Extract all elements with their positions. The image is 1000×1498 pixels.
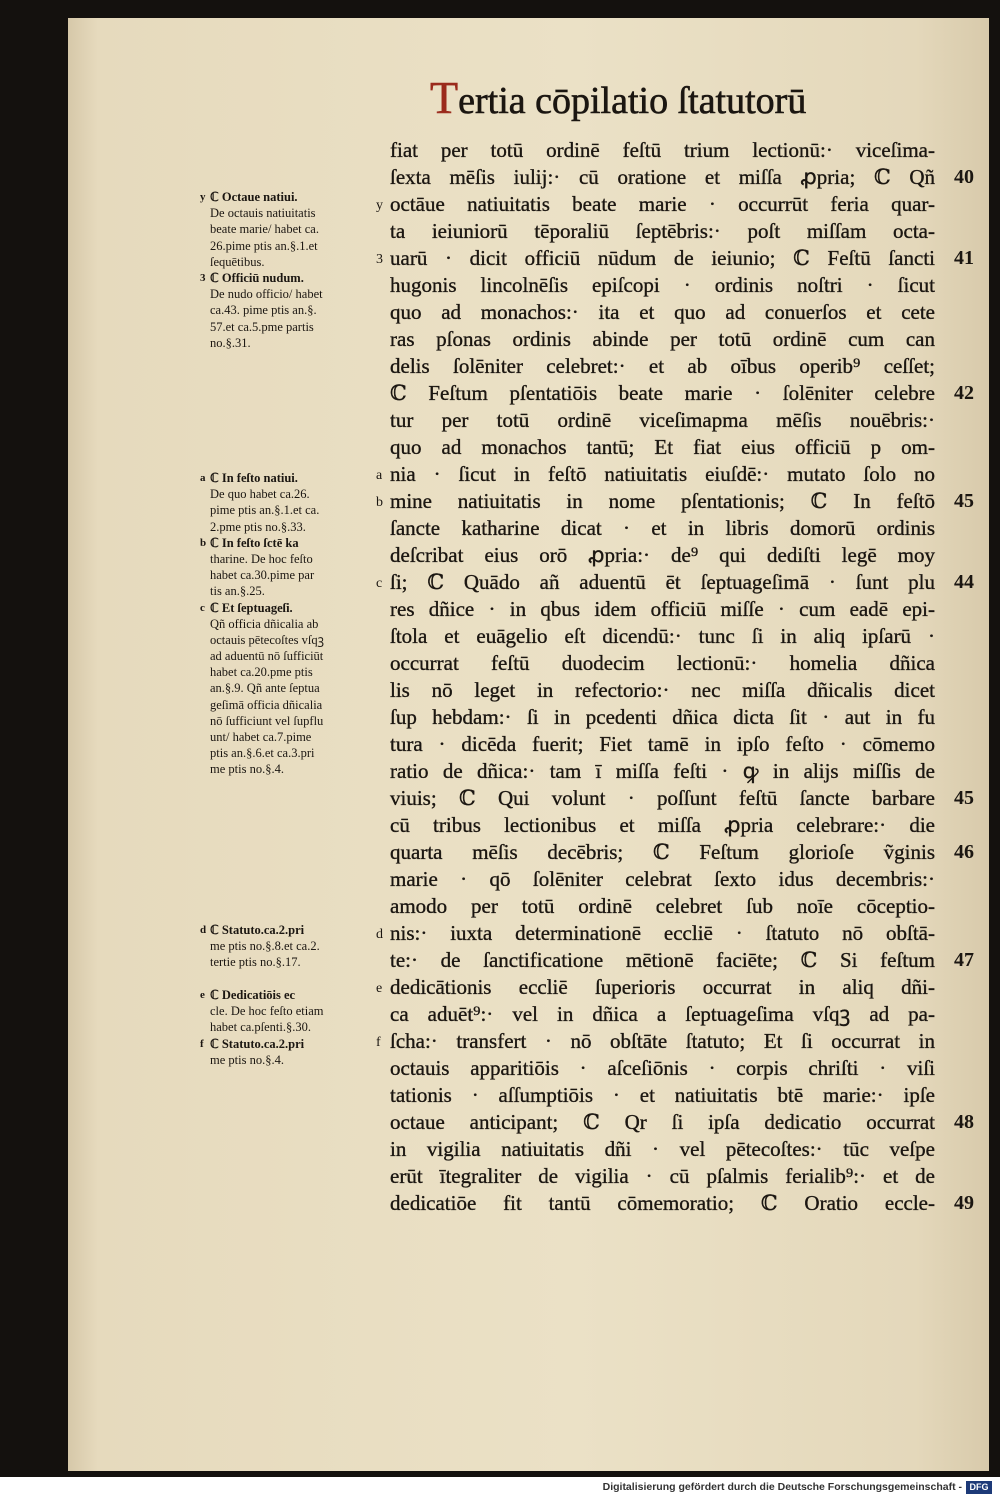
- text-line: [376, 191, 935, 218]
- margin-note-letter: f: [200, 1037, 204, 1050]
- margin-note-line: ptis an.§.6.et ca.3.pri: [210, 746, 315, 761]
- margin-note-line: ſequētibus.: [210, 254, 265, 269]
- margin-note-line: habet ca.pſenti.§.30.: [210, 1020, 312, 1035]
- text-line: [390, 380, 974, 407]
- margin-note: [200, 922, 372, 971]
- text-line: [390, 596, 935, 623]
- statute-number: 45: [954, 490, 974, 512]
- text-line-content: tationis · aſſumptiōis · et natiuitatis btē marie:· ipſe: [390, 1083, 935, 1107]
- text-line: [390, 1190, 974, 1217]
- text-line-content: ta ieiuniorū tēporaliū ſeptēbris:· poſt miſſam octa-: [390, 219, 935, 243]
- text-line: [390, 1136, 935, 1163]
- margin-note-line: a ℂ In feſto natiui.: [200, 471, 298, 485]
- text-line-content: ca aduēt⁹:· vel in dñica a ſeptuageſima vſqꝫ ad pa-: [390, 1002, 935, 1026]
- text-line: [390, 407, 935, 434]
- margin-note-line: De quo habet ca.26.: [210, 487, 310, 502]
- margin-note-line: octauis pētecoſtes vſqꝫ: [210, 632, 324, 647]
- text-line: [390, 434, 935, 461]
- text-line: [390, 326, 935, 353]
- text-line-content: ſcha:· transfert · nō obſtāte ſtatuto; Et ſi occurrat in: [390, 1029, 935, 1053]
- statute-number: 49: [954, 1192, 974, 1214]
- text-line-content: ſi; ℂ Quādo añ aduentū ēt ſeptuageſimā · ſunt plu: [390, 570, 935, 594]
- text-line-content: tura · dicēda fuerit; Fiet tamē in ipſo feſto · cōmemo: [390, 732, 935, 756]
- text-line-content: ſancte katharine dicat · et in libris domorū ordinis: [390, 516, 935, 540]
- margin-note-line: Qñ officia dñicalia ab: [210, 616, 319, 631]
- margin-note-line: ad aduentū nō ſufficiūt: [210, 649, 324, 664]
- margin-note-letter: e: [200, 989, 205, 1001]
- margin-note-line: tis an.§.25.: [210, 584, 265, 599]
- text-line-content: quarta mēſis decēbris; ℂ Feſtum glorioſe ṽginis: [390, 840, 935, 864]
- margin-note-line: 3 ℂ Officiū nudum.: [200, 270, 304, 285]
- funding-notice: Digitalisierung gefördert durch die Deutsche Forschungsgemeinschaft -: [602, 1481, 962, 1493]
- heading-initial: T: [430, 72, 459, 123]
- line-reference-letter: f: [376, 1035, 381, 1050]
- statute-number: 47: [954, 949, 974, 971]
- text-line-content: amodo per totū ordinē celebret ſub noīe cōceptio-: [390, 894, 935, 918]
- text-line-content: ſexta mēſis iulij:· cū oratione et miſſa ꝓpria; ℂ Qñ: [390, 165, 935, 189]
- text-line: [376, 1028, 935, 1055]
- margin-note-line: y ℂ Octaue natiui.: [200, 190, 298, 204]
- margin-note-line: 57.et ca.5.pme partis: [210, 319, 314, 334]
- text-line: [390, 353, 935, 380]
- statute-number: 45: [954, 787, 974, 809]
- margin-note-line: e ℂ Dedicatiōis ec: [200, 988, 296, 1002]
- margin-note-line: c ℂ Et ſeptuageſi.: [200, 600, 293, 615]
- text-line-content: in vigilia natiuitatis dñi · vel pētecoſtes:· tūc veſpe: [390, 1137, 935, 1161]
- margin-note-line: beate marie/ habet ca.: [210, 222, 319, 237]
- text-line-content: lis nō leget in refectorio:· nec miſſa dñicalis dicet: [390, 678, 935, 702]
- margin-note-line: habet ca.20.pme ptis: [210, 665, 313, 680]
- margin-note-line: habet ca.30.pime par: [210, 568, 315, 583]
- margin-note-letter: b: [200, 536, 207, 549]
- margin-note-letter: y: [200, 191, 206, 203]
- text-line-content: tur per totū ordinē viceſimapma mēſis nouēbris:·: [390, 408, 935, 432]
- margin-note-line: 2.pme ptis no.§.33.: [210, 519, 306, 534]
- margin-note-line: tertie ptis no.§.17.: [210, 955, 301, 970]
- text-line: [376, 920, 935, 947]
- text-line: [376, 569, 974, 596]
- text-line: [376, 461, 935, 488]
- text-line: [390, 731, 935, 758]
- statute-number: 46: [954, 841, 974, 863]
- text-line: [376, 245, 974, 272]
- text-line-content: uarū · dicit officiū nūdum de ieiunio; ℂ Feſtū ſancti: [390, 246, 935, 270]
- text-line: [390, 137, 935, 164]
- text-line-content: octauis apparitiōis · aſceſiōnis · corpis chriſti · viſi: [390, 1056, 935, 1080]
- text-line-content: dedicatiōe fit tantū cōmemoratio; ℂ Oratio eccle-: [390, 1191, 935, 1215]
- margin-note-letter: a: [200, 472, 206, 484]
- margin-note-line: an.§.9. Qñ ante ſeptua: [210, 681, 320, 696]
- text-line: [390, 1055, 935, 1082]
- line-reference-letter: c: [376, 576, 383, 591]
- statute-number: 48: [954, 1111, 974, 1133]
- text-line-content: dedicātionis eccliē ſuperioris occurrat in aliq dñi-: [390, 975, 935, 999]
- page-heading: [430, 70, 892, 126]
- text-line: [390, 812, 935, 839]
- text-line-content: quo ad monachos:· ita et quo ad conuerſos et cete: [390, 300, 935, 324]
- margin-note: [200, 987, 372, 1068]
- text-line: [390, 623, 935, 650]
- text-line-content: octāue natiuitatis beate marie · occurrūt feria quar-: [390, 192, 935, 216]
- line-reference-letter: a: [376, 468, 383, 483]
- text-line-content: nia · ſicut in feſtō natiuitatis eiuſdē:· mutato ſolo no: [390, 462, 935, 486]
- text-line: [390, 542, 935, 569]
- text-line-content: cū tribus lectionibus et miſſa ꝓpria celebrare:· die: [390, 813, 935, 837]
- margin-note-line: geſimā officia dñicalia: [210, 697, 323, 712]
- text-line: [390, 515, 935, 542]
- margin-note-letter: c: [200, 601, 205, 614]
- text-line: [390, 866, 935, 893]
- text-line-content: deſcribat eius orō ꝓpria:· de⁹ qui dediſti legē moy: [390, 543, 935, 567]
- text-line: [390, 758, 935, 785]
- text-line: [390, 272, 935, 299]
- margin-note-line: 26.pime ptis an.§.1.et: [210, 238, 318, 253]
- heading-text: ertia cōpilatio ſtatutorū: [458, 80, 807, 122]
- margin-note-line: no.§.31.: [210, 335, 251, 350]
- text-line-content: ſup hebdam:· ſi in pcedenti dñica dicta ſit · aut in fu: [390, 705, 935, 729]
- text-line-content: quo ad monachos tantū; Et fiat eius officiū p om-: [390, 435, 935, 459]
- main-text-column: [376, 137, 974, 1217]
- text-line-content: ratio de dñica:· tam ī miſſa feſti · ꝙ in alijs miſſis de: [390, 759, 935, 783]
- margin-note-line: unt/ habet ca.7.pime: [210, 730, 312, 744]
- text-line-content: marie · qō ſolēniter celebrat ſexto idus decembris:·: [390, 867, 935, 891]
- line-reference-letter: b: [376, 495, 383, 510]
- margin-note-line: f ℂ Statuto.ca.2.pri: [200, 1036, 305, 1051]
- margin-note-line: nō ſufficiunt vel ſupflu: [210, 713, 324, 728]
- text-line-content: mine natiuitatis in nome pſentationis; ℂ In feſtō: [390, 489, 935, 513]
- line-reference-letter: d: [376, 927, 383, 942]
- text-line-content: nis:· iuxta determinationē eccliē · ſtatuto nō obſtā-: [390, 921, 935, 945]
- margin-note: [200, 189, 372, 351]
- text-line-content: hugonis lincolnēſis epiſcopi · ordinis noſtri · ſicut: [390, 273, 935, 297]
- statute-number: 42: [954, 382, 974, 404]
- text-line-content: delis ſolēniter celebret:· et ab oībus operib⁹ ceſſet;: [390, 354, 935, 378]
- line-reference-letter: y: [376, 198, 383, 213]
- dfg-logo-icon: DFG: [966, 1481, 992, 1494]
- text-line: [390, 893, 935, 920]
- margin-note: [200, 470, 372, 778]
- text-line: [390, 1109, 974, 1136]
- margin-note-line: ca.43. pime ptis an.§.: [210, 303, 317, 318]
- text-line: [390, 677, 935, 704]
- text-line: [390, 1001, 935, 1028]
- digitization-footer: [0, 1477, 1000, 1498]
- text-line: [390, 164, 974, 191]
- text-line-content: ℂ Feſtum pſentatiōis beate marie · ſolēniter celebre: [390, 381, 935, 405]
- text-line-content: ſtola et euāgelio eſt dicendū:· tunc ſi in aliq ipſarū ·: [390, 624, 935, 648]
- text-line-content: res dñice · in qbus idem officiū miſſe · cum eadē epi-: [390, 597, 935, 621]
- margin-note-line: De octauis natiuitatis: [210, 206, 316, 221]
- margin-note-line: me ptis no.§.4.: [210, 1052, 284, 1067]
- text-line-content: te:· de ſanctificatione mētionē faciēte; ℂ Si feſtum: [390, 948, 935, 972]
- margin-note-line: De nudo officio/ habet: [210, 287, 323, 302]
- text-line: [376, 488, 974, 515]
- line-reference-letter: 3: [376, 252, 383, 267]
- text-line: [390, 1163, 935, 1190]
- margin-note-line: me ptis no.§.8.et ca.2.: [210, 939, 320, 954]
- text-line-content: occurrat feſtū duodecim lectionū:· homelia dñica: [390, 651, 935, 675]
- text-line: [390, 839, 974, 866]
- text-line-content: erūt ītegraliter de vigilia · cū pſalmis ferialib⁹:· et de: [390, 1164, 935, 1188]
- margin-note-letter: 3: [200, 271, 206, 284]
- text-line-content: octaue anticipant; ℂ Qr ſi ipſa dedicatio occurrat: [390, 1110, 935, 1134]
- text-line-content: viuis; ℂ Qui volunt · poſſunt feſtū ſancte barbare: [390, 786, 935, 810]
- margin-note-letter: d: [200, 924, 207, 936]
- margin-note-line: tharine. De hoc feſto: [210, 551, 313, 566]
- statute-number: 41: [954, 247, 974, 269]
- margin-note-line: me ptis no.§.4.: [210, 762, 284, 777]
- text-line: [390, 1082, 935, 1109]
- text-line-content: ras pſonas ordinis abinde per totū ordinē cum can: [390, 327, 935, 351]
- text-line: [390, 785, 974, 812]
- text-line: [390, 947, 974, 974]
- text-line: [376, 974, 935, 1001]
- text-line: [390, 218, 935, 245]
- statute-number: 44: [954, 571, 974, 593]
- text-line: [390, 299, 935, 326]
- text-line: [390, 704, 935, 731]
- margin-note-line: b ℂ In feſto ſctē ka: [200, 535, 299, 550]
- line-reference-letter: e: [376, 981, 383, 996]
- margin-note-line: d ℂ Statuto.ca.2.pri: [200, 923, 305, 937]
- text-line-content: fiat per totū ordinē feſtū trium lectionū:· viceſima-: [390, 138, 935, 162]
- text-line: [390, 650, 935, 677]
- margin-note-line: cle. De hoc feſto etiam: [210, 1004, 324, 1019]
- statute-number: 40: [954, 166, 974, 188]
- margin-note-line: pime ptis an.§.1.et ca.: [210, 503, 320, 518]
